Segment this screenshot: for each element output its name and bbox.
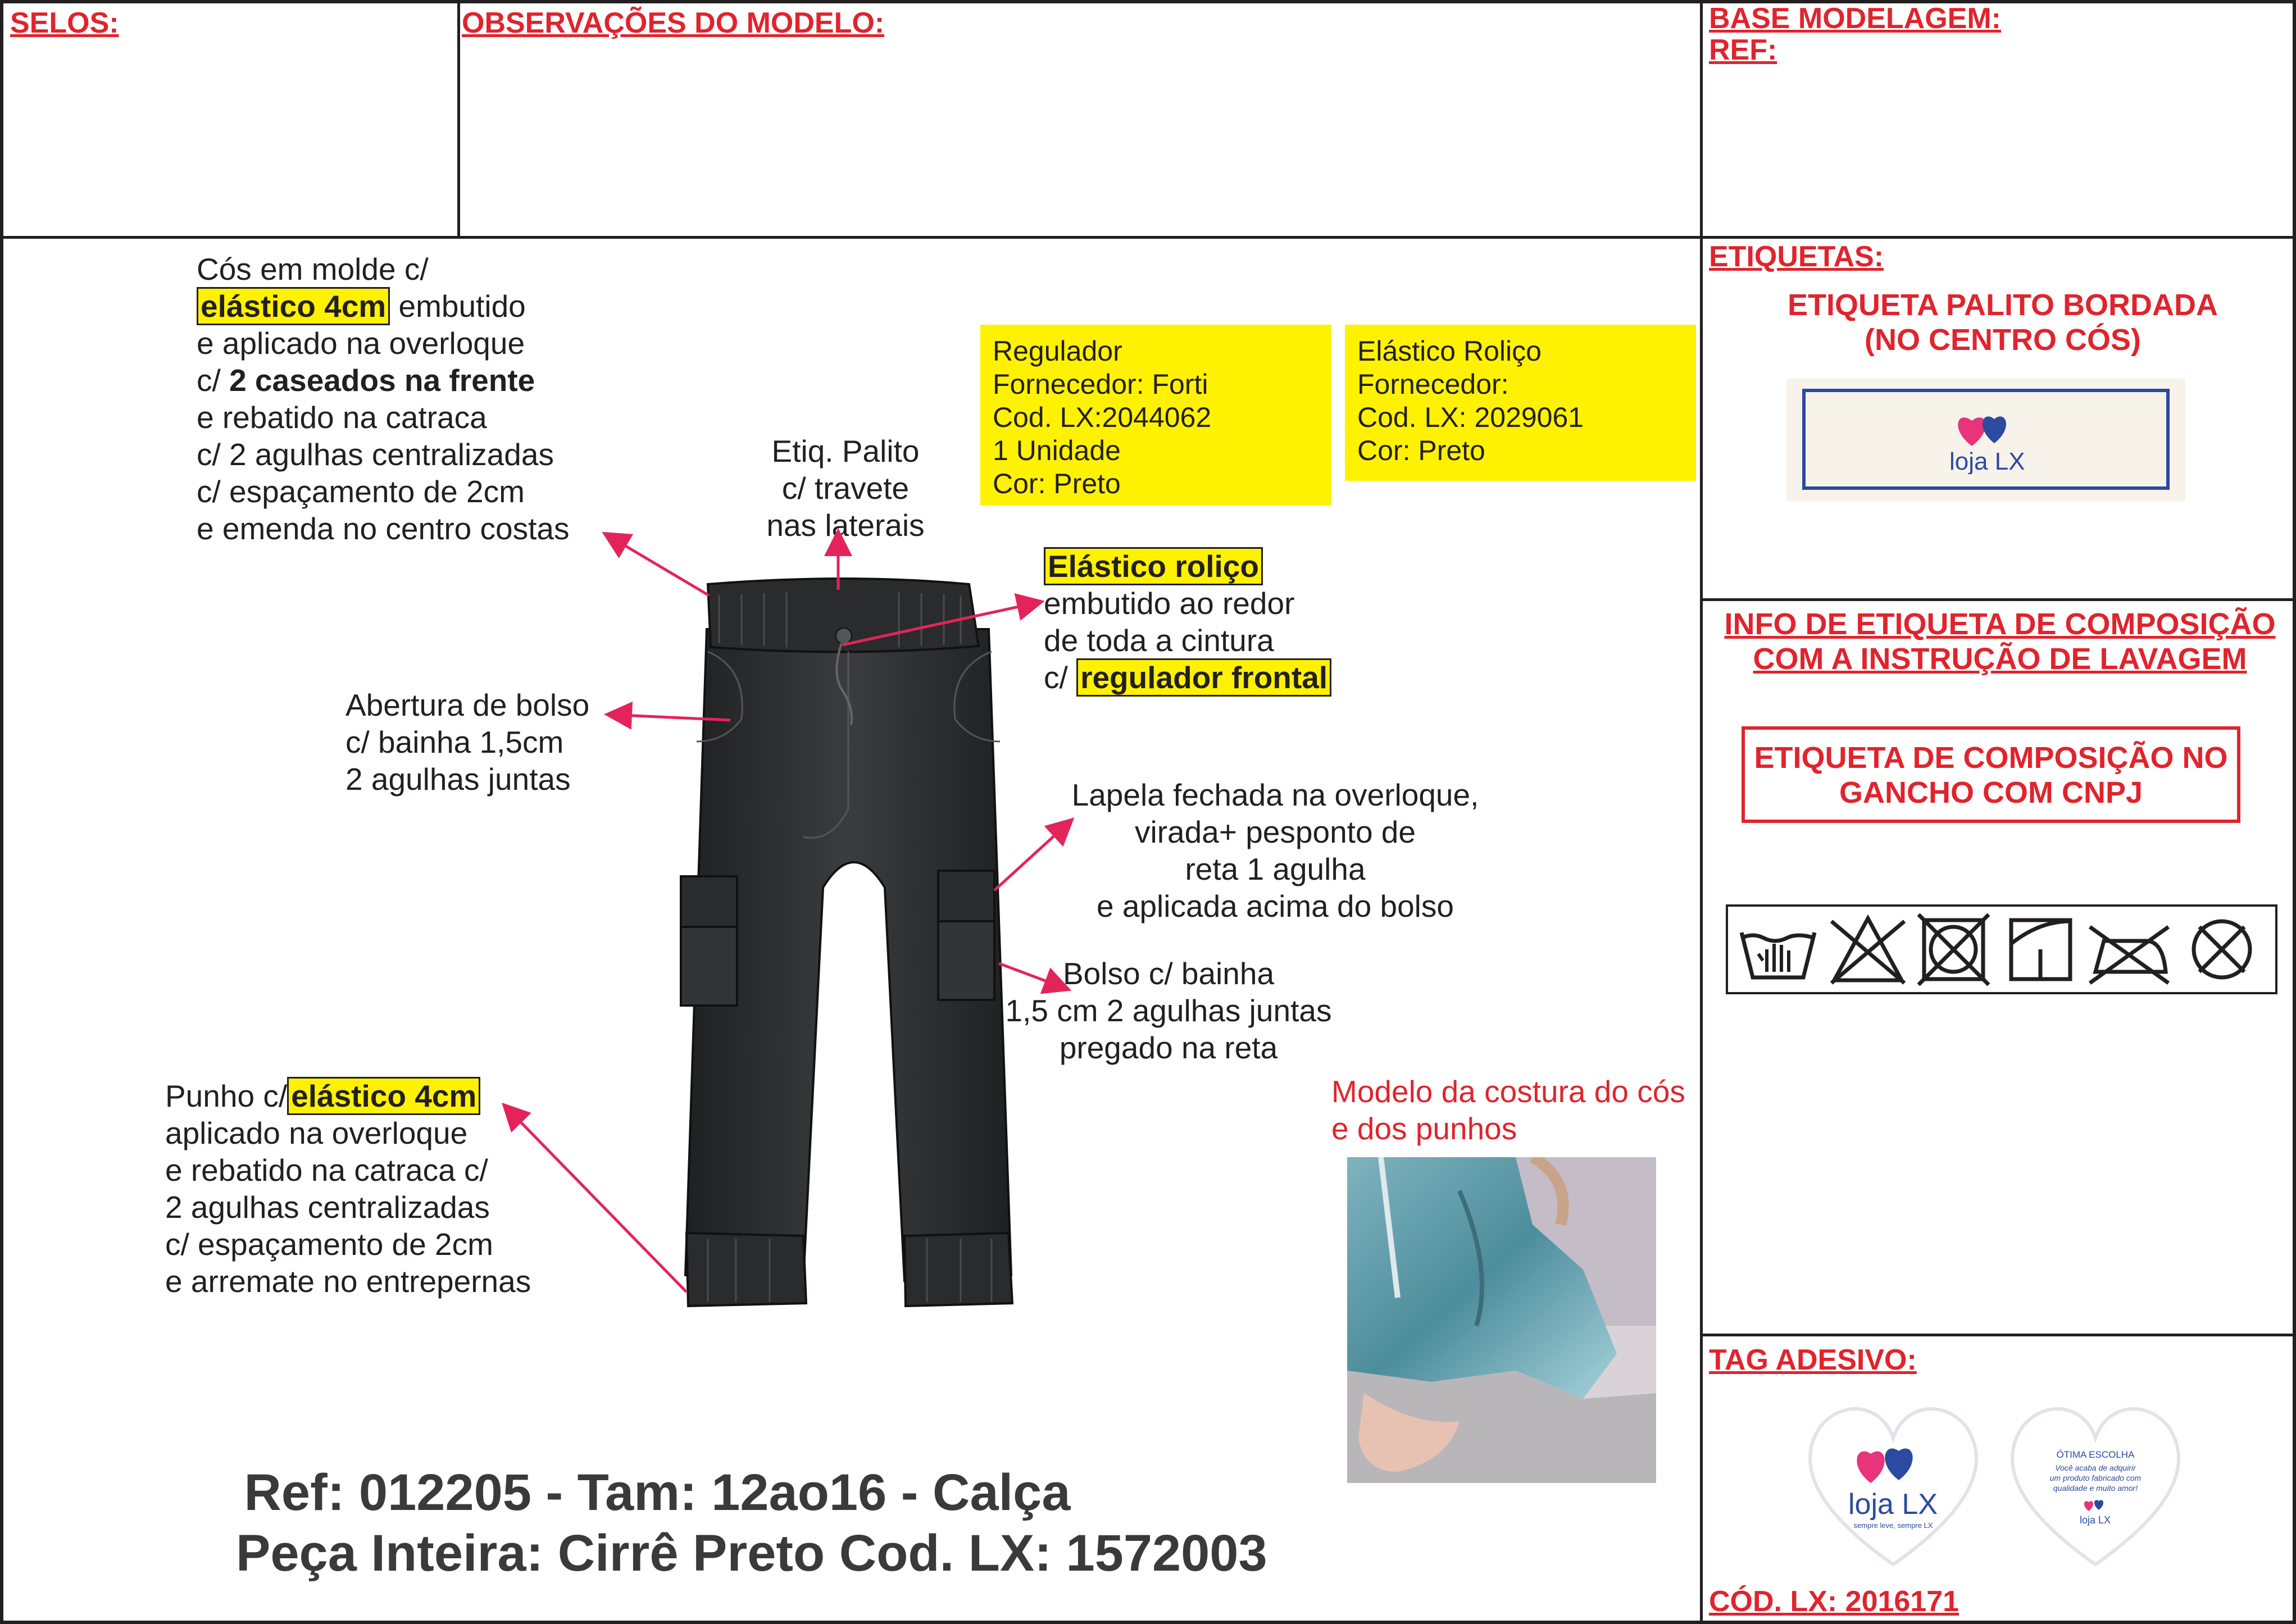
tag-back-line1: ÓTIMA ESCOLHA [2056, 1449, 2135, 1460]
cos-line3: e aplicado na overloque [197, 326, 525, 361]
cod-lx-label: CÓD. LX: 2016171 [1709, 1585, 1959, 1618]
elastico-line-1: Elástico Roliço [1357, 335, 1542, 367]
modelo-line1: Modelo da costura do cós [1331, 1074, 1685, 1109]
cos-line4-prefix: c/ [197, 363, 230, 398]
care-symbols [1730, 910, 2275, 989]
arrow-bolso [999, 963, 1066, 989]
cos-line6: c/ 2 agulhas centralizadas [197, 437, 554, 472]
cos-line2-rest: embutido [390, 289, 526, 324]
info-composicao-text [1708, 607, 2292, 676]
line-dry-icon [2011, 920, 2070, 979]
frame-right [2293, 0, 2296, 1624]
abertura-line3: 2 agulhas juntas [345, 762, 571, 797]
composicao-line1: ETIQUETA DE COMPOSIÇÃO NO [1754, 741, 2228, 775]
arrow-rolico [843, 602, 1039, 645]
main-sidebar-divider [1700, 0, 1703, 1624]
composicao-box-text [1742, 740, 2240, 810]
no-bleach-icon [1831, 918, 1904, 983]
observacoes-label: OBSERVAÇÕES DO MODELO: [462, 7, 885, 39]
punho-line3: e rebatido na catraca c/ [165, 1153, 488, 1188]
heart-tag-back [2000, 1393, 2191, 1573]
peca-title: Peça Inteira: Cirrê Preto Cod. LX: 1572003 [236, 1525, 1267, 1582]
lojalx-logo [1938, 407, 2034, 474]
punho-highlight: elástico 4cm [287, 1077, 480, 1115]
hand-wash-icon [1742, 932, 1815, 977]
regulador-line-3: Cod. LX:2044062 [993, 402, 1212, 433]
info-composicao-line2: COM A INSTRUÇÃO DE LAVAGEM [1753, 642, 2247, 676]
sidebar-divider-2 [1701, 1334, 2296, 1336]
sidebar-divider-1 [1701, 598, 2296, 601]
heart-logo-text: loja LX [1848, 1488, 1938, 1521]
cos-line5: e rebatido na catraca [197, 400, 487, 435]
regulador-line-5: Cor: Preto [993, 468, 1121, 499]
bolso-line3: pregado na reta [1059, 1030, 1278, 1065]
etiq-line3: nas laterais [766, 508, 925, 543]
tag-back-line4: qualidade e muito amor! [2053, 1484, 2138, 1493]
no-tumble-dry-icon [1918, 915, 1989, 985]
bolso-line2: 1,5 cm 2 agulhas juntas [1005, 993, 1332, 1028]
cos-line7: c/ espaçamento de 2cm [197, 474, 525, 509]
no-dry-clean-icon [2194, 921, 2250, 977]
ref-title: Ref: 012205 - Tam: 12ao16 - Calça [244, 1464, 1071, 1521]
embroidered-label [1786, 379, 2185, 501]
tag-back-line2: Você acaba de adquirir [2055, 1463, 2136, 1472]
elastico-line-4: Cor: Preto [1357, 435, 1485, 466]
elastico-line-2: Fornecedor: [1357, 369, 1509, 400]
modelo-line2: e dos punhos [1331, 1111, 1517, 1146]
elastico-line-3: Cod. LX: 2029061 [1357, 402, 1584, 433]
ref-label: REF: [1709, 34, 1777, 66]
tag-back-line3: um produto fabricado com [2049, 1473, 2142, 1482]
etiqueta-palito-text [1713, 288, 2292, 357]
composicao-line2: GANCHO COM CNPJ [1839, 776, 2143, 809]
etiqueta-palito-line2: (NO CENTRO CÓS) [1865, 323, 2141, 357]
abertura-line1: Abertura de bolso [345, 688, 590, 722]
selos-label: SELOS: [10, 7, 119, 39]
lapela-line4: e aplicada acima do bolso [1097, 889, 1454, 924]
punho-line6: e arremate no entrepernas [165, 1264, 531, 1299]
rolico-line4-highlight: regulador frontal [1076, 658, 1331, 697]
heart-front-small: sempre leve, sempre LX [1853, 1521, 1933, 1530]
lapela-line1: Lapela fechada na overloque, [1071, 777, 1479, 812]
cos-line8: e emenda no centro costas [197, 511, 570, 546]
cos-line4-bold: 2 caseados na frente [229, 363, 535, 398]
arrow-cos [607, 535, 709, 595]
rolico-line2: embutido ao redor [1044, 586, 1295, 621]
cos-line1: Cós em molde c/ [197, 252, 429, 286]
arrow-lapela [994, 821, 1070, 890]
rolico-highlight: Elástico roliço [1044, 547, 1263, 585]
info-composicao-line1: INFO DE ETIQUETA DE COMPOSIÇÃO [1724, 607, 2276, 641]
cos-highlight: elástico 4cm [197, 287, 390, 325]
abertura-line2: c/ bainha 1,5cm [345, 725, 564, 759]
punho-line4: 2 agulhas centralizadas [165, 1190, 490, 1225]
etiquetas-label: ETIQUETAS: [1709, 240, 1884, 273]
logo-text: loja LX [1949, 448, 2025, 474]
tag-adesivo-label: TAG ADESIVO: [1709, 1344, 1917, 1376]
tag-back-logo: loja LX [2080, 1514, 2111, 1526]
regulador-line-2: Fornecedor: Forti [993, 369, 1208, 400]
lapela-line2: virada+ pesponto de [1135, 815, 1416, 849]
arrow-abertura [610, 715, 730, 720]
lapela-line3: reta 1 agulha [1185, 852, 1366, 886]
regulador-line-1: Regulador [993, 335, 1122, 367]
etiq-line1: Etiq. Palito [771, 434, 920, 468]
etiq-line2: c/ travete [781, 471, 910, 506]
sewing-model-photo [1347, 1157, 1656, 1483]
punho-line5: c/ espaçamento de 2cm [165, 1227, 493, 1262]
regulador-line-4: 1 Unidade [993, 435, 1121, 466]
rolico-line3: de toda a cintura [1044, 623, 1274, 658]
punho-line2: aplicado na overloque [165, 1116, 468, 1150]
no-iron-icon [2090, 927, 2168, 983]
heart-tag-front [1798, 1393, 1989, 1573]
punho-line1-prefix: Punho c/ [165, 1079, 288, 1113]
etiqueta-palito-line1: ETIQUETA PALITO BORDADA [1788, 288, 2218, 322]
rolico-line4-prefix: c/ [1044, 660, 1077, 695]
arrow-punho [506, 1107, 686, 1292]
bolso-line1: Bolso c/ bainha [1062, 956, 1275, 991]
base-modelagem-label: BASE MODELAGEM: [1709, 2, 2001, 35]
